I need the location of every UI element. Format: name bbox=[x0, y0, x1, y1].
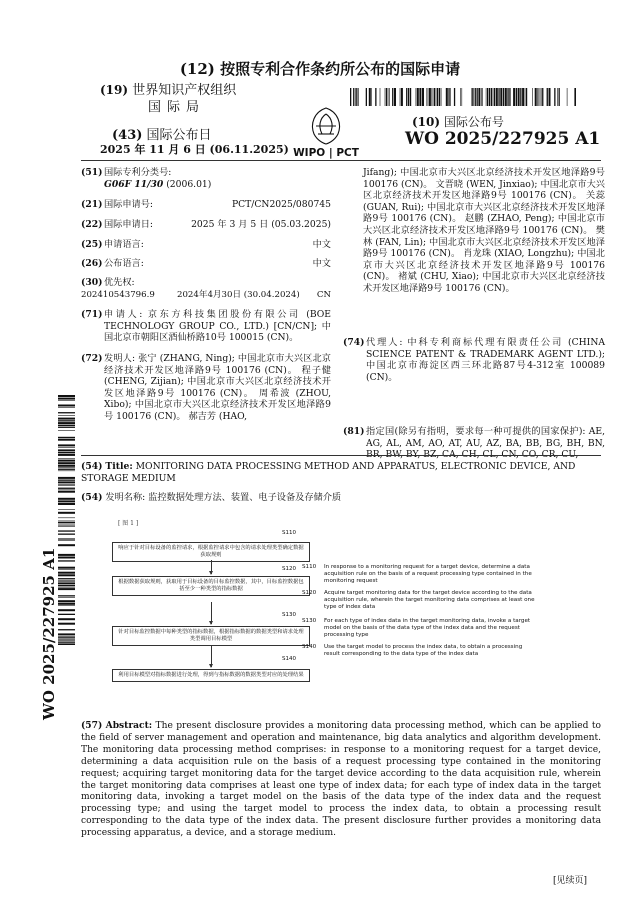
flow-step-box: 根据数据获取规则，获取用于目标设备的目标监控数据，其中，目标监控数据包括至少一种类型的指标数据 bbox=[112, 576, 310, 596]
priority-country: CN bbox=[316, 290, 331, 300]
wipo-logo bbox=[282, 104, 370, 160]
title-en-code: (54) bbox=[81, 461, 103, 472]
legend-number: S120 bbox=[302, 590, 317, 596]
publication-language: 中文 bbox=[312, 258, 331, 269]
field-label: 优先权: bbox=[104, 277, 135, 288]
wipo-logo-text: WIPO | PCT bbox=[293, 147, 359, 159]
flow-step-box: 利用目标模型对指标数据进行处理，得到与指标数据的数据类型对应的处理结果 bbox=[112, 669, 310, 682]
flow-step-box: 针对目标监控数据中每种类型的指标数据，根据指标数据的数据类型和请求处理类型调用目标模型 bbox=[112, 626, 310, 646]
step-number: S120 bbox=[282, 566, 296, 572]
flow-arrow bbox=[211, 560, 212, 574]
filing-date: 2025 年 3 月 5 日 (05.03.2025) bbox=[191, 219, 331, 230]
field-code: (22) bbox=[81, 219, 103, 230]
title-en bbox=[81, 461, 581, 484]
org-name: 世界知识产权组织 bbox=[132, 83, 237, 98]
step-number: S130 bbox=[282, 612, 296, 618]
applicant-text: 申请人: 京东方科技集团股份有限公司 (BOE TECHNOLOGY GROUP CO., LTD.) [CN/CN]; 中国北京市朝阳区酒仙桥路10号 100015 (CN)。 bbox=[104, 309, 331, 344]
doc-type: 按照专利合作条约所公布的国际申请 bbox=[220, 60, 461, 78]
figure-label: [ 图 1 ] bbox=[118, 520, 139, 527]
field-code: (51) bbox=[81, 167, 103, 178]
title-en-text: MONITORING DATA PROCESSING METHOD AND APPARATUS, ELECTRONIC DEVICE, AND STORAGE MEDIUM bbox=[81, 461, 576, 484]
priority-date: 2024年4月30日 (30.04.2024) bbox=[177, 290, 300, 300]
doc-type-code: (12) bbox=[179, 60, 215, 78]
vertical-publication-number: WO 2025/227925 A1 bbox=[40, 547, 58, 720]
field-code: (71) bbox=[81, 309, 103, 320]
pub-no-label-block bbox=[412, 113, 504, 130]
pub-no-label: 国际公布号 bbox=[443, 115, 504, 129]
vertical-barcode-icon bbox=[58, 395, 75, 645]
legend-text: In response to a monitoring request for a target device, determine a data acquisition rule on the basis of a request processing type contained in the monitoring request bbox=[324, 564, 532, 584]
field-label: 国际申请日: bbox=[104, 219, 154, 230]
application-number: PCT/CN2025/080745 bbox=[231, 199, 331, 210]
field-label: 国际申请号: bbox=[104, 199, 154, 210]
step-number: S110 bbox=[282, 530, 296, 536]
pub-date-code: (43) bbox=[112, 128, 143, 143]
abstract-text: The present disclosure provides a monitoring data processing method, which can be applied to the field of server management and operation and maintenance, big data analytics and algorithm development. The monitoring data processing method comprises: in response to a monitoring request for a target device, determining a data acquisition rule on the basis of a request processing type contained in the monitoring request; acquiring target monitoring data for the target device according to the data acquisition rule, wherein the target monitoring data comprises at least one type of index data; for each type of index data in the target monitoring data, invoking a target model on the basis of the data type of the index data and the request processing type; and using the target model to process the index data, to obtain a processing result corresponding to the data type of the index data. The present disclosure further provides a monitoring data processing apparatus, a device, and a storage medium. bbox=[81, 721, 601, 839]
field-code: (30) bbox=[81, 277, 103, 288]
ipc-year: (2006.01) bbox=[166, 178, 212, 190]
pub-date: 2025 年 11 月 6 日 (06.11.2025) bbox=[100, 143, 289, 156]
step-number: S140 bbox=[282, 656, 296, 662]
field-code: (21) bbox=[81, 199, 103, 210]
publication-number: WO 2025/227925 A1 bbox=[405, 129, 601, 149]
priority-number: 202410543796.9 bbox=[81, 290, 155, 300]
legend-text: For each type of index data in the target monitoring data, invoke a target model on the basis of the data type of the index data and the request processing type bbox=[324, 618, 531, 638]
abstract-label: Abstract: bbox=[105, 720, 153, 731]
agent-text: 代理人: 中科专利商标代理有限责任公司 (CHINA SCIENCE PATENT & TRADEMARK AGENT LTD.); 中国北京市海淀区西三环北路87号4-312室 100089 (CN)。 bbox=[366, 337, 605, 383]
inventor-continued-text: Jifang); 中国北京市大兴区北京经济技术开发区地泽路9号 100176 (CN)。 文晋晓 (WEN, Jinxiao); 中国北京市大兴区北京经济技术开发区地泽路9号 100176 (CN)。 关蕊 (GUAN, Rui); 中国北京市大兴区北京经济技术开发区地泽路9号 100176 (CN)。 赵鹏 (ZHAO, Peng); 中国北京市大兴区北京经济技术开发区地泽路9号 100176 (CN)。 樊林 (FAN, Lin); 中国北京市大兴区北京经济技术开发区地泽路9号 100176 (CN)。 肖龙珠 (XIAO, Longzhu); 中国北京市大兴区北京经济技术开发区地泽路9号 100176 (CN)。 褚斌 (CHU, Xiao); 中国北京市大兴区北京经济技术开发区地泽路9号 100176 (CN)。 bbox=[363, 167, 605, 294]
designated-states-text: 指定国(除另有指明，要求每一种可提供的国家保护): AE, AG, AL, AM, AO, AT, AU, AZ, BA, BB, BG, BH, BN, BR, BW, BY, BZ, CA, CH, CL, CN, CO, CR, CU, bbox=[366, 426, 605, 461]
legend-entry bbox=[302, 564, 538, 585]
abstract-code: (57) bbox=[81, 720, 103, 731]
abstract bbox=[81, 720, 601, 840]
field-code: (26) bbox=[81, 258, 103, 269]
title-zh bbox=[81, 489, 581, 503]
legend-text: Acquire target monitoring data for the target device according to the data acquisition rule, wherein the target monitoring data comprises at least one type of index data bbox=[324, 590, 535, 610]
title-zh-code: (54) bbox=[81, 492, 103, 503]
legend-text: Use the target model to process the index data, to obtain a processing result corresponding to the data type of the index data bbox=[324, 644, 523, 657]
field-label: 申请语言: bbox=[104, 239, 144, 250]
legend-entry bbox=[302, 590, 538, 611]
flow-step-box: 响应于针对目标设备的监控请求，根据监控请求中包含的请求处理类型确定数据获取规则 bbox=[112, 542, 310, 562]
legend-number: S110 bbox=[302, 564, 317, 570]
title-zh-label: 发明名称: bbox=[105, 492, 146, 503]
ipc-class: G06F 11/30 bbox=[104, 178, 164, 190]
wipo-emblem-icon bbox=[313, 108, 340, 144]
field-code: (25) bbox=[81, 239, 103, 250]
legend-number: S140 bbox=[302, 644, 317, 650]
org-code: (19) bbox=[100, 83, 129, 97]
pub-date-label: 国际公布日 bbox=[146, 128, 212, 143]
barcode-icon bbox=[350, 88, 576, 106]
field-code: (74) bbox=[343, 337, 365, 348]
field-label: 公布语言: bbox=[104, 258, 144, 269]
legend-number: S130 bbox=[302, 618, 317, 624]
title-zh-text: 监控数据处理方法、装置、电子设备及存储介质 bbox=[148, 492, 342, 503]
flow-arrow bbox=[211, 602, 212, 624]
continued-marker: [见续页] bbox=[553, 876, 588, 886]
filing-language: 中文 bbox=[312, 239, 331, 250]
inventor-text: 发明人: 张宁 (ZHANG, Ning); 中国北京市大兴区北京经济技术开发区地泽路9号 100176 (CN)。 程子健 (CHENG, Zijian); 中国北京市大兴区北京经济技术开发区地泽路9号 100176 (CN)。 周希波 (ZHOU, Xibo); 中国北京市大兴区北京经济技术开发区地泽路9号 100176 (CN)。 郝吉芳 (HAO, bbox=[104, 353, 331, 422]
field-code: (81) bbox=[343, 426, 365, 437]
header-divider bbox=[81, 160, 601, 161]
title-divider bbox=[81, 455, 601, 456]
field-label: 国际专利分类号: bbox=[104, 167, 172, 178]
pub-no-code: (10) bbox=[412, 115, 441, 129]
flow-arrow bbox=[211, 645, 212, 667]
title-en-label: Title: bbox=[105, 461, 133, 472]
org-sub: 国际局 bbox=[148, 100, 206, 115]
field-code: (72) bbox=[81, 353, 103, 364]
flowchart-figure bbox=[112, 528, 584, 718]
document-type-heading bbox=[0, 58, 640, 79]
legend-entry bbox=[302, 644, 538, 658]
legend-entry bbox=[302, 618, 538, 639]
organization-block bbox=[100, 82, 236, 116]
